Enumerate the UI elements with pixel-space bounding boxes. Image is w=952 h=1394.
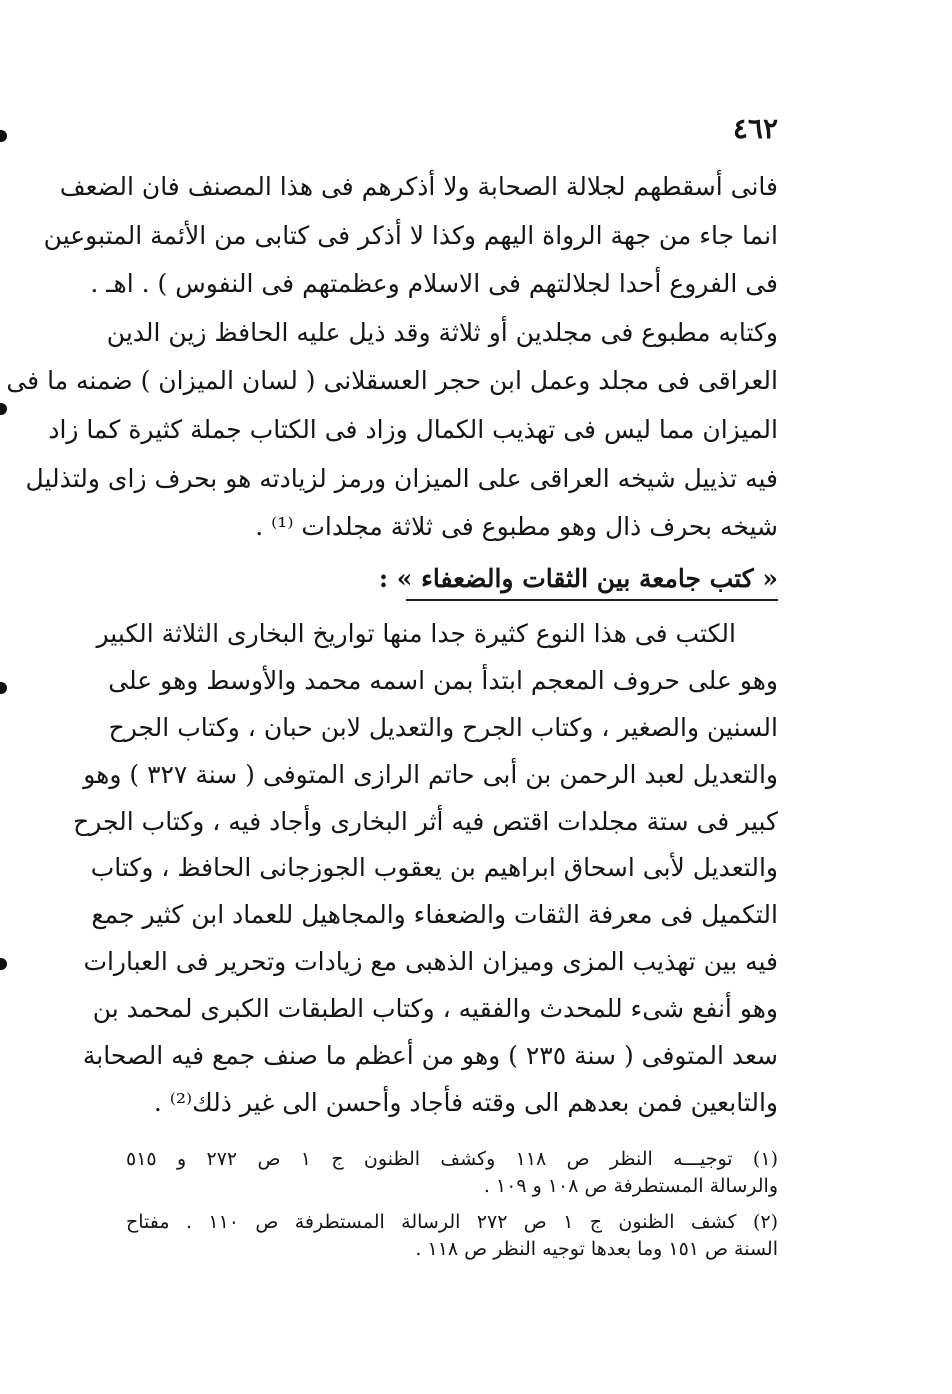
text-line: سعد المتوفى ( سنة ٢٣٥ ) وهو من أعظم ما صنف جمع فيه الصحابة — [82, 1041, 778, 1071]
text-line: وكتابه مطبوع فى مجلدين أو ثلاثة وقد ذيل عليه الحافظ زين الدين — [106, 317, 778, 347]
footnote-2 — [126, 1209, 778, 1263]
footnote-line: (١) توجيـــه النظر ص ١١٨ وكشف الظنون ج ١ ص ٢٧٢ و ٥١٥ — [126, 1148, 778, 1170]
section-heading-block — [379, 561, 778, 599]
text-line: فيه تذييل شيخه العراقى على الميزان ورمز لزيادته هو بحرف زاى ولتذليل — [25, 463, 778, 493]
text-line: فانى أسقطهم لجلالة الصحابة ولا أذكرهم فى هذا المصنف فان الضعف — [59, 172, 778, 201]
text-line: التكميل فى معرفة الثقات والضعفاء والمجاهيل للعماد ابن كثير جمع — [91, 900, 778, 930]
binding-mark — [0, 130, 7, 142]
text-line: فيه بين تهذيب المزى وميزان الذهبى مع زيادات وتحرير فى العبارات — [83, 947, 778, 977]
heading-underline — [406, 599, 778, 601]
text-line: والتعديل لأبى اسحاق ابراهيم بن يعقوب الجوزجانى الحافظ ، وكتاب — [90, 853, 778, 883]
text-line: والتعديل لعبد الرحمن بن أبى حاتم الرازى المتوفى ( سنة ٣٢٧ ) وهو — [83, 759, 778, 789]
footnote-line: (٢) كشف الظنون ج ١ ص ٢٧٢ الرسالة المستطرفة ص ١١٠ . مفتاح — [126, 1211, 778, 1233]
footnote-line: والرسالة المستطرفة ص ١٠٨ و ١٠٩ . — [483, 1175, 778, 1197]
footnote-line: السنة ص ١٥١ وما بعدها توجيه النظر ص ١١٨ . — [415, 1238, 778, 1260]
main-paragraph — [73, 611, 778, 1127]
page-number: ٤٦٢ — [732, 112, 778, 145]
text-line: والتابعين فمن بعدهم الى وقته فأجاد وأحسن الى غير ذلك⁽²⁾ . — [153, 1087, 778, 1117]
text-line: وهو أنفع شىء للمحدث والفقيه ، وكتاب الطبقات الكبرى لمحمد بن — [92, 994, 778, 1024]
text-line: وهو على حروف المعجم ابتدأ بمن اسمه محمد والأوسط وهو على — [108, 665, 778, 695]
text-line: السنين والصغير ، وكتاب الجرح والتعديل لابن حبان ، وكتاب الجرح — [108, 712, 778, 742]
text-line: انما جاء من جهة الرواة اليهم وكذا لا أذكر فى كتابى من الأئمة المتبوعين — [43, 220, 778, 250]
binding-mark — [0, 958, 7, 970]
text-line: الميزان مما ليس فى تهذيب الكمال وزاد فى الكتاب جملة كثيرة كما زاد — [48, 414, 778, 444]
text-line: شيخه بحرف ذال وهو مطبوع فى ثلاثة مجلدات ⁽¹⁾ . — [255, 512, 778, 542]
section-heading: « كتب جامعة بين الثقات والضعفاء » : — [378, 564, 778, 593]
text-line: كبير فى ستة مجلدات اقتص فيه أثر البخارى وأجاد فيه ، وكتاب الجرح — [73, 806, 778, 836]
text-line: فى الفروع أحدا لجلالتهم فى الاسلام وعظمتهم فى النفوس ) . اهـ . — [90, 269, 778, 299]
text-line: العراقى فى مجلد وعمل ابن حجر العسقلانى ( لسان الميزان ) ضمنه ما فى — [6, 366, 778, 396]
text-line: الكتب فى هذا النوع كثيرة جدا منها تواريخ البخارى الثلاثة الكبير — [96, 619, 736, 648]
top-paragraph — [6, 163, 778, 552]
binding-mark — [0, 682, 7, 694]
footnote-1 — [126, 1146, 778, 1200]
